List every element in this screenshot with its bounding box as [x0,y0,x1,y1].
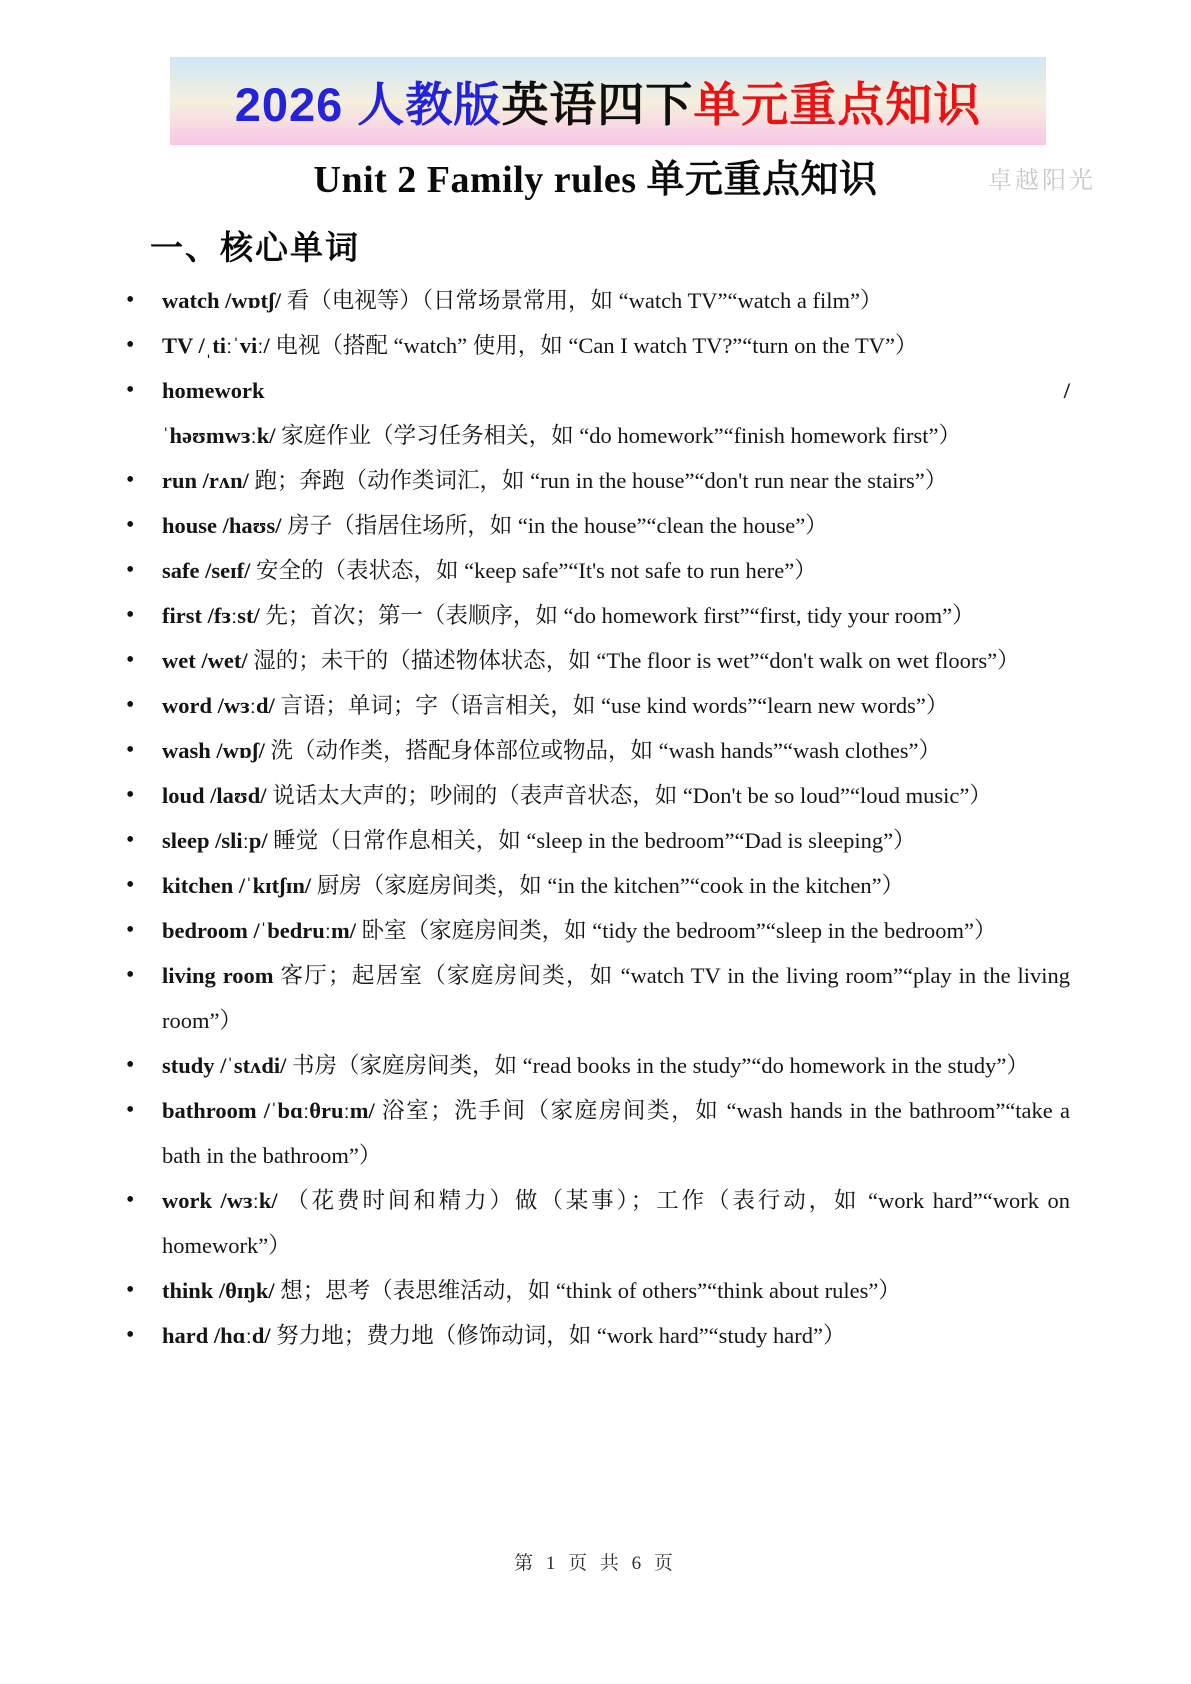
vocab-term: safe /seɪf/ [162,558,251,583]
banner-text-black: 英语四下 [501,77,694,131]
page-footer: 第 1 页 共 6 页 [514,1553,677,1574]
vocab-term: homework /ˈhəʊmwɜːk/ [162,378,1070,448]
vocab-term: work /wɜːk/ [162,1188,278,1213]
vocab-desc: 浴室；洗手间（家庭房间类，如 “wash hands in the bathroom”“take a bath in the bathroom”） [162,1098,1070,1168]
vocab-term: kitchen /ˈkɪtʃɪn/ [162,873,312,898]
vocab-list-item [120,773,1070,818]
vocab-term: loud /laʊd/ [162,783,267,808]
vocab-desc: 跑；奔跑（动作类词汇，如 “run in the house”“don't run near the stairs”） [248,468,948,493]
vocab-term: bedroom /ˈbedruːm/ [162,918,356,943]
vocab-term: sleep /sliːp/ [162,828,268,853]
vocab-list-item [120,1043,1070,1088]
vocab-desc: 言语；单词；字（语言相关，如 “use kind words”“learn new words”） [274,693,949,718]
vocab-list [120,278,1070,1358]
vocab-term: TV /ˌtiːˈviː/ [162,333,270,358]
vocab-desc: 努力地；费力地（修饰动词，如 “work hard”“study hard”） [270,1323,846,1348]
vocab-term: run /rʌn/ [162,468,249,493]
vocab-desc: 卧室（家庭房间类，如 “tidy the bedroom”“sleep in the bedroom”） [355,918,997,943]
vocab-desc: 房子（指居住场所，如 “in the house”“clean the house”） [281,513,828,538]
vocab-list-item [120,953,1070,1043]
header-banner [170,57,1046,145]
vocab-desc: 洗（动作类，搭配身体部位或物品，如 “wash hands”“wash clothes”） [264,738,942,763]
section-heading: 一、核心单词 [150,229,360,266]
vocab-list-item [120,638,1070,683]
vocab-term: living room [162,963,274,988]
vocab-list-item [120,683,1070,728]
page-title: Unit 2 Family rules 单元重点知识 [313,159,878,201]
vocab-list-item [120,503,1070,548]
banner-text-blue: 2026 人教版 [234,77,502,131]
watermark: 卓越阳光 [988,168,1096,194]
vocab-list-item [120,1178,1070,1268]
vocab-desc: 先；首次；第一（表顺序，如 “do homework first”“first, tidy your room”） [259,603,975,628]
vocab-term: wash /wɒʃ/ [162,738,265,763]
vocab-list-item [120,1313,1070,1358]
vocab-term: word /wɜːd/ [162,693,275,718]
vocab-list-item [120,1088,1070,1178]
vocab-desc: （花费时间和精力）做（某事）；工作（表行动，如 “work hard”“work on homework”） [162,1188,1070,1258]
vocab-desc: 厨房（家庭房间类，如 “in the kitchen”“cook in the kitchen”） [311,873,905,898]
vocab-term: house /haʊs/ [162,513,282,538]
vocab-list-item [120,593,1070,638]
vocab-term: hard /hɑːd/ [162,1323,271,1348]
vocab-list-item [120,1268,1070,1313]
vocab-term: think /θɪŋk/ [162,1278,275,1303]
vocab-desc: 客厅；起居室（家庭房间类，如 “watch TV in the living room”“play in the living room”） [162,963,1070,1033]
banner-text-red: 单元重点知识 [693,77,982,131]
vocab-term: wet /wet/ [162,648,248,673]
vocab-desc: 看（电视等）（日常场景常用，如 “watch TV”“watch a film”） [281,288,883,313]
vocab-desc: 电视（搭配 “watch” 使用，如 “Can I watch TV?”“turn on the TV”） [269,333,918,358]
vocab-desc: 书房（家庭房间类，如 “read books in the study”“do homework in the study”） [286,1053,1029,1078]
vocab-desc: 湿的；未干的（描述物体状态，如 “The floor is wet”“don't walk on wet floors”） [247,648,1020,673]
vocab-list-item [120,278,1070,323]
vocab-term: first /fɜːst/ [162,603,260,628]
vocab-list-item [120,818,1070,863]
vocab-list-item [120,458,1070,503]
vocab-desc: 家庭作业（学习任务相关，如 “do homework”“finish homework first”） [275,423,962,448]
vocab-desc: 睡觉（日常作息相关，如 “sleep in the bedroom”“Dad is sleeping”） [267,828,916,853]
vocab-term: watch /wɒtʃ/ [162,288,282,313]
vocab-list-item [120,548,1070,593]
title-row [0,148,1191,203]
vocab-list-item [120,728,1070,773]
vocab-list-item [120,323,1070,368]
vocab-list-item [120,368,1070,458]
vocab-desc: 说话太大声的；吵闹的（表声音状态，如 “Don't be so loud”“loud music”） [266,783,992,808]
vocab-list-item [120,908,1070,953]
vocab-term: bathroom /ˈbɑːθruːm/ [162,1098,375,1123]
vocab-list-item [120,863,1070,908]
vocab-desc: 安全的（表状态，如 “keep safe”“It's not safe to run here”） [250,558,817,583]
vocab-desc: 想；思考（表思维活动，如 “think of others”“think about rules”） [274,1278,901,1303]
vocab-term: study /ˈstʌdi/ [162,1053,287,1078]
